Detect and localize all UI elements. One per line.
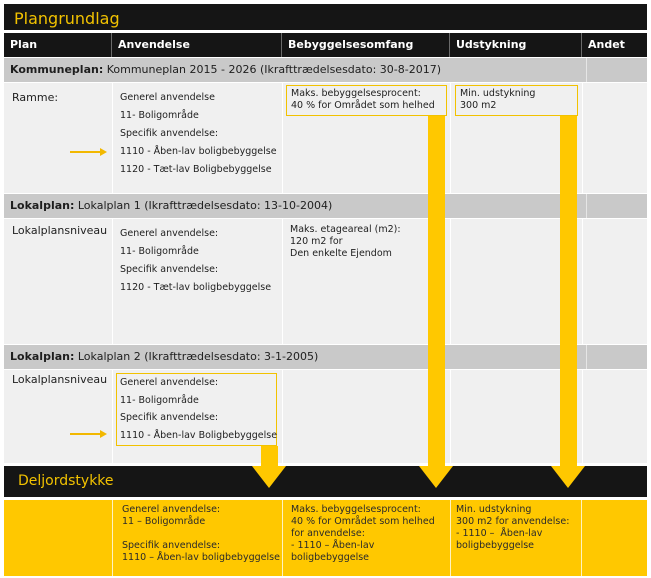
anvendelse-list: [120, 89, 277, 179]
column-divider: [582, 219, 583, 344]
anvendelse-item: Generel anvendelse: [120, 92, 215, 103]
bebyggelsesomfang-text: [290, 224, 401, 260]
anvendelse-item: Specifik anvendelse:: [120, 264, 219, 275]
plan-level-label: Ramme:: [12, 91, 59, 104]
section-body-kommuneplan: [4, 83, 647, 193]
flow-arrow-down-icon: [252, 466, 286, 488]
column-divider: [450, 370, 451, 463]
anvendelse-item: 1120 - Tæt-lav boligbebyggelse: [120, 282, 272, 293]
anvendelse-item-highlighted: 1110 - Åben-lav Boligbebyggelse: [120, 429, 278, 441]
result-cell-anvendelse: [113, 500, 283, 576]
column-divider: [112, 83, 113, 193]
section-header-lokalplan-2: [4, 345, 647, 369]
column-divider: [586, 194, 587, 218]
udstykning-line: 300 m2: [460, 100, 497, 111]
column-header-udstykning: Udstykning: [450, 33, 582, 57]
result-cell-andet: [582, 500, 647, 576]
section-name: Lokalplan 1 (Ikrafttrædelsesdato: 13-10-2004): [74, 199, 333, 212]
section-type-label: Lokalplan:: [10, 199, 75, 212]
bebyggelsesomfang-line: 40 % for Området som helhed: [291, 100, 435, 111]
column-divider: [112, 370, 113, 463]
udstykning-line: Min. udstykning: [460, 88, 536, 99]
column-divider: [582, 370, 583, 463]
section-body-lokalplan-2: [4, 370, 647, 463]
result-udstykning-text: Min. udstykning 300 m2 for anvendelse: - 1110 – Åben-lav boligbebyggelse: [456, 504, 570, 551]
column-header-andet: Andet: [588, 38, 625, 51]
result-row: [4, 500, 647, 576]
result-cell-udstykning: [451, 500, 582, 576]
flow-bar-bebyggelsesomfang: [428, 116, 445, 468]
anvendelse-item: 1120 - Tæt-lav Boligbebyggelse: [120, 164, 272, 175]
column-divider: [586, 345, 587, 369]
column-header-anvendelse: Anvendelse: [112, 33, 282, 57]
section-name: Kommuneplan 2015 - 2026 (Ikrafttrædelsesdato: 30-8-2017): [103, 63, 441, 76]
flow-bar-anvendelse: [261, 446, 278, 468]
bebyggelsesomfang-line: 120 m2 for: [290, 236, 343, 247]
title-bar: [4, 4, 647, 30]
section-header-kommuneplan: [4, 58, 647, 82]
pointer-arrow-icon: [100, 430, 107, 438]
flow-bar-udstykning: [560, 116, 577, 468]
pointer-arrow-icon: [100, 148, 107, 156]
column-divider: [582, 83, 583, 193]
bebyggelsesomfang-highlight-box: [286, 85, 447, 116]
column-divider: [450, 219, 451, 344]
column-divider: [282, 83, 283, 193]
column-divider: [586, 58, 587, 82]
plan-level-label: Lokalplansniveau: [12, 373, 108, 386]
result-cell-plan: [4, 500, 113, 576]
section-type-label: Lokalplan:: [10, 350, 75, 363]
anvendelse-item: Specifik anvendelse:: [120, 128, 219, 139]
plan-level-label: Lokalplansniveau: [12, 224, 108, 237]
bebyggelsesomfang-line: Den enkelte Ejendom: [290, 248, 392, 259]
result-title: Deljordstykke: [18, 473, 114, 489]
section-body-lokalplan-1: [4, 219, 647, 344]
column-divider: [450, 83, 451, 193]
column-divider: [282, 219, 283, 344]
section-header-lokalplan-1: [4, 194, 647, 218]
page-title: Plangrundlag: [14, 9, 120, 28]
anvendelse-item: Generel anvendelse:: [120, 228, 219, 239]
flow-arrow-down-icon: [419, 466, 453, 488]
result-anvendelse-text: Generel anvendelse: 11 – Boligområde Specifik anvendelse: 1110 – Åben-lav boligbebyggelse: [122, 504, 280, 563]
flow-arrow-down-icon: [551, 466, 585, 488]
udstykning-highlight-box: [455, 85, 578, 116]
bebyggelsesomfang-line: Maks. etageareal (m2):: [290, 224, 401, 235]
column-header-bebyggelsesomfang: Bebyggelsesomfang: [282, 33, 450, 57]
anvendelse-item-highlighted: 1110 - Åben-lav boligbebyggelse: [120, 146, 277, 157]
bebyggelsesomfang-line: Maks. bebyggelsesprocent:: [291, 88, 421, 99]
section-type-label: Kommuneplan:: [10, 63, 104, 76]
anvendelse-highlight-box: [116, 373, 277, 446]
column-divider: [282, 370, 283, 463]
pointer-arrow-shaft: [70, 433, 100, 435]
table-header: [4, 33, 647, 57]
anvendelse-item: Specifik anvendelse:: [120, 412, 219, 423]
section-name: Lokalplan 2 (Ikrafttrædelsesdato: 3-1-2005): [74, 350, 319, 363]
anvendelse-item: Generel anvendelse:: [120, 377, 219, 388]
pointer-arrow-shaft: [70, 151, 100, 153]
result-cell-bebyggelsesomfang: [283, 500, 451, 576]
anvendelse-item: 11- Boligområde: [120, 110, 199, 121]
anvendelse-item: 11- Boligområde: [120, 246, 199, 257]
column-header-plan: Plan: [4, 33, 112, 57]
result-bebyggelsesomfang-text: Maks. bebyggelsesprocent: 40 % for Området som helhed for anvendelse: - 1110 – Åben-lav boligbebyggelse: [291, 504, 435, 563]
anvendelse-item: 11- Boligområde: [120, 394, 199, 406]
column-divider: [112, 219, 113, 344]
anvendelse-list: [120, 225, 271, 297]
